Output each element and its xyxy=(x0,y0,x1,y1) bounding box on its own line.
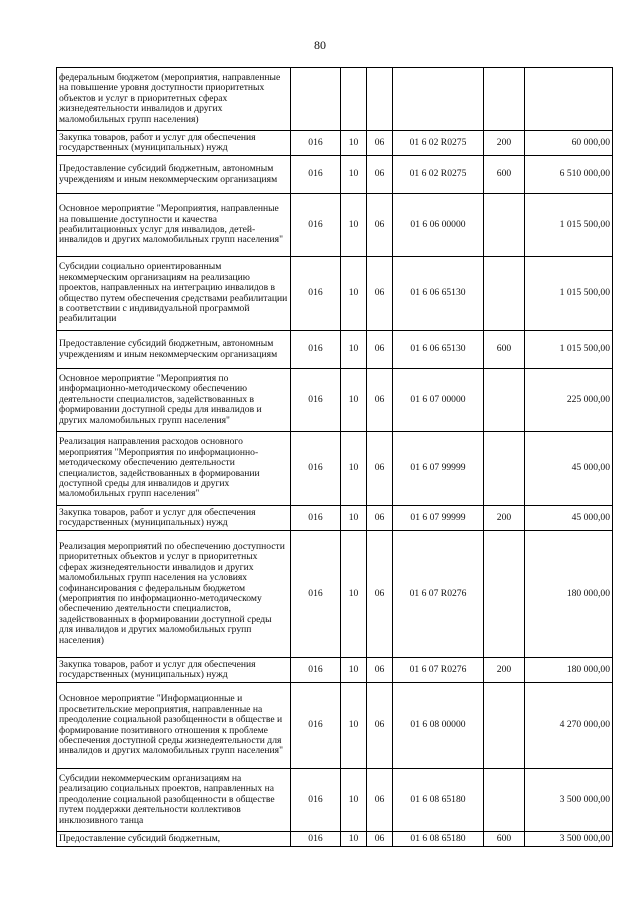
subsection-code: 06 xyxy=(367,531,393,658)
ministry-code: 016 xyxy=(291,658,341,683)
table-row xyxy=(57,131,613,156)
table-row xyxy=(57,257,613,331)
subsection-code: 06 xyxy=(367,131,393,156)
sum-cell xyxy=(525,68,613,131)
target-article: 01 6 06 00000 xyxy=(393,194,484,257)
sum-cell: 45 000,00 xyxy=(525,506,613,531)
ministry-code: 016 xyxy=(291,131,341,156)
ministry-code: 016 xyxy=(291,683,341,769)
table-row xyxy=(57,194,613,257)
subsection-code: 06 xyxy=(367,156,393,194)
expense-type xyxy=(484,68,525,131)
section-code: 10 xyxy=(341,156,367,194)
ministry-code: 016 xyxy=(291,331,341,369)
target-article: 01 6 07 R0276 xyxy=(393,658,484,683)
expense-name: Реализация мероприятий по обеспечению доступности приоритетных объектов и услуг в приоритетных сферах жизнедеятельности инвалидов и других маломобильных групп населения на условиях софинансирования с федеральным бюджетом (мероприятия по информационно-методическому обеспечению деятельности специалистов, задействованных в формировании доступной среды для инвалидов и других маломобильных групп населения) xyxy=(57,531,291,658)
expense-type: 200 xyxy=(484,658,525,683)
table-row xyxy=(57,531,613,658)
expense-name: Реализация направления расходов основного мероприятия "Мероприятия по информационно-методическому обеспечению деятельности специалистов, задействованных в формировании доступной среды для инвалидов и других маломобильных групп населения" xyxy=(57,432,291,506)
expense-name: Закупка товаров, работ и услуг для обеспечения государственных (муниципальных) нужд xyxy=(57,131,291,156)
table-row xyxy=(57,68,613,131)
sum-cell: 4 270 000,00 xyxy=(525,683,613,769)
sum-cell: 6 510 000,00 xyxy=(525,156,613,194)
table-row xyxy=(57,832,613,847)
ministry-code: 016 xyxy=(291,194,341,257)
subsection-code xyxy=(367,68,393,131)
sum-cell: 3 500 000,00 xyxy=(525,769,613,832)
expense-type: 200 xyxy=(484,131,525,156)
expense-type xyxy=(484,194,525,257)
section-code: 10 xyxy=(341,331,367,369)
sum-cell: 1 015 500,00 xyxy=(525,331,613,369)
target-article: 01 6 08 00000 xyxy=(393,683,484,769)
expense-type xyxy=(484,531,525,658)
table-row xyxy=(57,369,613,432)
ministry-code: 016 xyxy=(291,769,341,832)
expense-type: 600 xyxy=(484,156,525,194)
expense-name: Основное мероприятие "Мероприятия, направленные на повышение доступности и качества реабилитационных услуг для инвалидов, детей-инвалидов и других маломобильных групп населения" xyxy=(57,194,291,257)
section-code: 10 xyxy=(341,432,367,506)
ministry-code: 016 xyxy=(291,156,341,194)
expense-name: Основное мероприятие "Мероприятия по информационно-методическому обеспечению деятельности специалистов, задействованных в формировании доступной среды для инвалидов и других маломобильных групп населения" xyxy=(57,369,291,432)
expense-name: федеральным бюджетом (мероприятия, направленные на повышение уровня доступности приоритетных объектов и услуг в приоритетных сферах жизнедеятельности инвалидов и других маломобильных групп населения) xyxy=(57,68,291,131)
expense-name: Предоставление субсидий бюджетным, автономным учреждениям и иным некоммерческим организациям xyxy=(57,156,291,194)
section-code: 10 xyxy=(341,832,367,847)
sum-cell: 1 015 500,00 xyxy=(525,257,613,331)
table-row xyxy=(57,658,613,683)
section-code xyxy=(341,68,367,131)
ministry-code: 016 xyxy=(291,506,341,531)
subsection-code: 06 xyxy=(367,331,393,369)
subsection-code: 06 xyxy=(367,369,393,432)
target-article: 01 6 07 99999 xyxy=(393,432,484,506)
target-article: 01 6 07 99999 xyxy=(393,506,484,531)
ministry-code: 016 xyxy=(291,531,341,658)
expense-type xyxy=(484,257,525,331)
section-code: 10 xyxy=(341,769,367,832)
table-row xyxy=(57,331,613,369)
expense-type xyxy=(484,432,525,506)
ministry-code: 016 xyxy=(291,257,341,331)
expense-name: Предоставление субсидий бюджетным, автономным учреждениям и иным некоммерческим организациям xyxy=(57,331,291,369)
sum-cell: 225 000,00 xyxy=(525,369,613,432)
expense-name: Основное мероприятие "Информационные и просветительские мероприятия, направленные на преодоление социальной разобщенности в обществе и формирование позитивного отношения к проблеме обеспечения доступной среды жизнедеятельности для инвалидов и других маломобильных групп населения" xyxy=(57,683,291,769)
subsection-code: 06 xyxy=(367,257,393,331)
section-code: 10 xyxy=(341,257,367,331)
expense-name: Предоставление субсидий бюджетным, xyxy=(57,832,291,847)
target-article: 01 6 06 65130 xyxy=(393,257,484,331)
target-article: 01 6 02 R0275 xyxy=(393,156,484,194)
subsection-code: 06 xyxy=(367,194,393,257)
sum-cell: 3 500 000,00 xyxy=(525,832,613,847)
sum-cell: 180 000,00 xyxy=(525,531,613,658)
target-article: 01 6 02 R0275 xyxy=(393,131,484,156)
target-article: 01 6 07 00000 xyxy=(393,369,484,432)
section-code: 10 xyxy=(341,683,367,769)
table-row xyxy=(57,506,613,531)
subsection-code: 06 xyxy=(367,683,393,769)
budget-table xyxy=(56,67,613,847)
ministry-code: 016 xyxy=(291,369,341,432)
expense-type xyxy=(484,369,525,432)
table-row xyxy=(57,156,613,194)
expense-name: Субсидии социально ориентированным некоммерческим организациям на реализацию проектов, направленных на интеграцию инвалидов в общество путем обеспечения средствами реабилитации в соответствии с индивидуальной программой реабилитации xyxy=(57,257,291,331)
table-row xyxy=(57,683,613,769)
expense-name: Закупка товаров, работ и услуг для обеспечения государственных (муниципальных) нужд xyxy=(57,506,291,531)
target-article xyxy=(393,68,484,131)
sum-cell: 1 015 500,00 xyxy=(525,194,613,257)
subsection-code: 06 xyxy=(367,506,393,531)
section-code: 10 xyxy=(341,194,367,257)
section-code: 10 xyxy=(341,658,367,683)
expense-type: 600 xyxy=(484,331,525,369)
subsection-code: 06 xyxy=(367,832,393,847)
sum-cell: 45 000,00 xyxy=(525,432,613,506)
ministry-code xyxy=(291,68,341,131)
section-code: 10 xyxy=(341,506,367,531)
expense-name: Закупка товаров, работ и услуг для обеспечения государственных (муниципальных) нужд xyxy=(57,658,291,683)
target-article: 01 6 06 65130 xyxy=(393,331,484,369)
expense-type: 200 xyxy=(484,506,525,531)
table-row xyxy=(57,769,613,832)
expense-type xyxy=(484,769,525,832)
section-code: 10 xyxy=(341,369,367,432)
target-article: 01 6 08 65180 xyxy=(393,769,484,832)
subsection-code: 06 xyxy=(367,769,393,832)
subsection-code: 06 xyxy=(367,432,393,506)
subsection-code: 06 xyxy=(367,658,393,683)
sum-cell: 60 000,00 xyxy=(525,131,613,156)
table-row xyxy=(57,432,613,506)
page-number: 80 xyxy=(314,38,326,52)
section-code: 10 xyxy=(341,131,367,156)
target-article: 01 6 08 65180 xyxy=(393,832,484,847)
expense-name: Субсидии некоммерческим организациям на реализацию социальных проектов, направленных на преодоление социальной разобщенности в обществе путем поддержки деятельности коллективов инклюзивного танца xyxy=(57,769,291,832)
sum-cell: 180 000,00 xyxy=(525,658,613,683)
section-code: 10 xyxy=(341,531,367,658)
ministry-code: 016 xyxy=(291,432,341,506)
expense-type: 600 xyxy=(484,832,525,847)
expense-type xyxy=(484,683,525,769)
ministry-code: 016 xyxy=(291,832,341,847)
target-article: 01 6 07 R0276 xyxy=(393,531,484,658)
